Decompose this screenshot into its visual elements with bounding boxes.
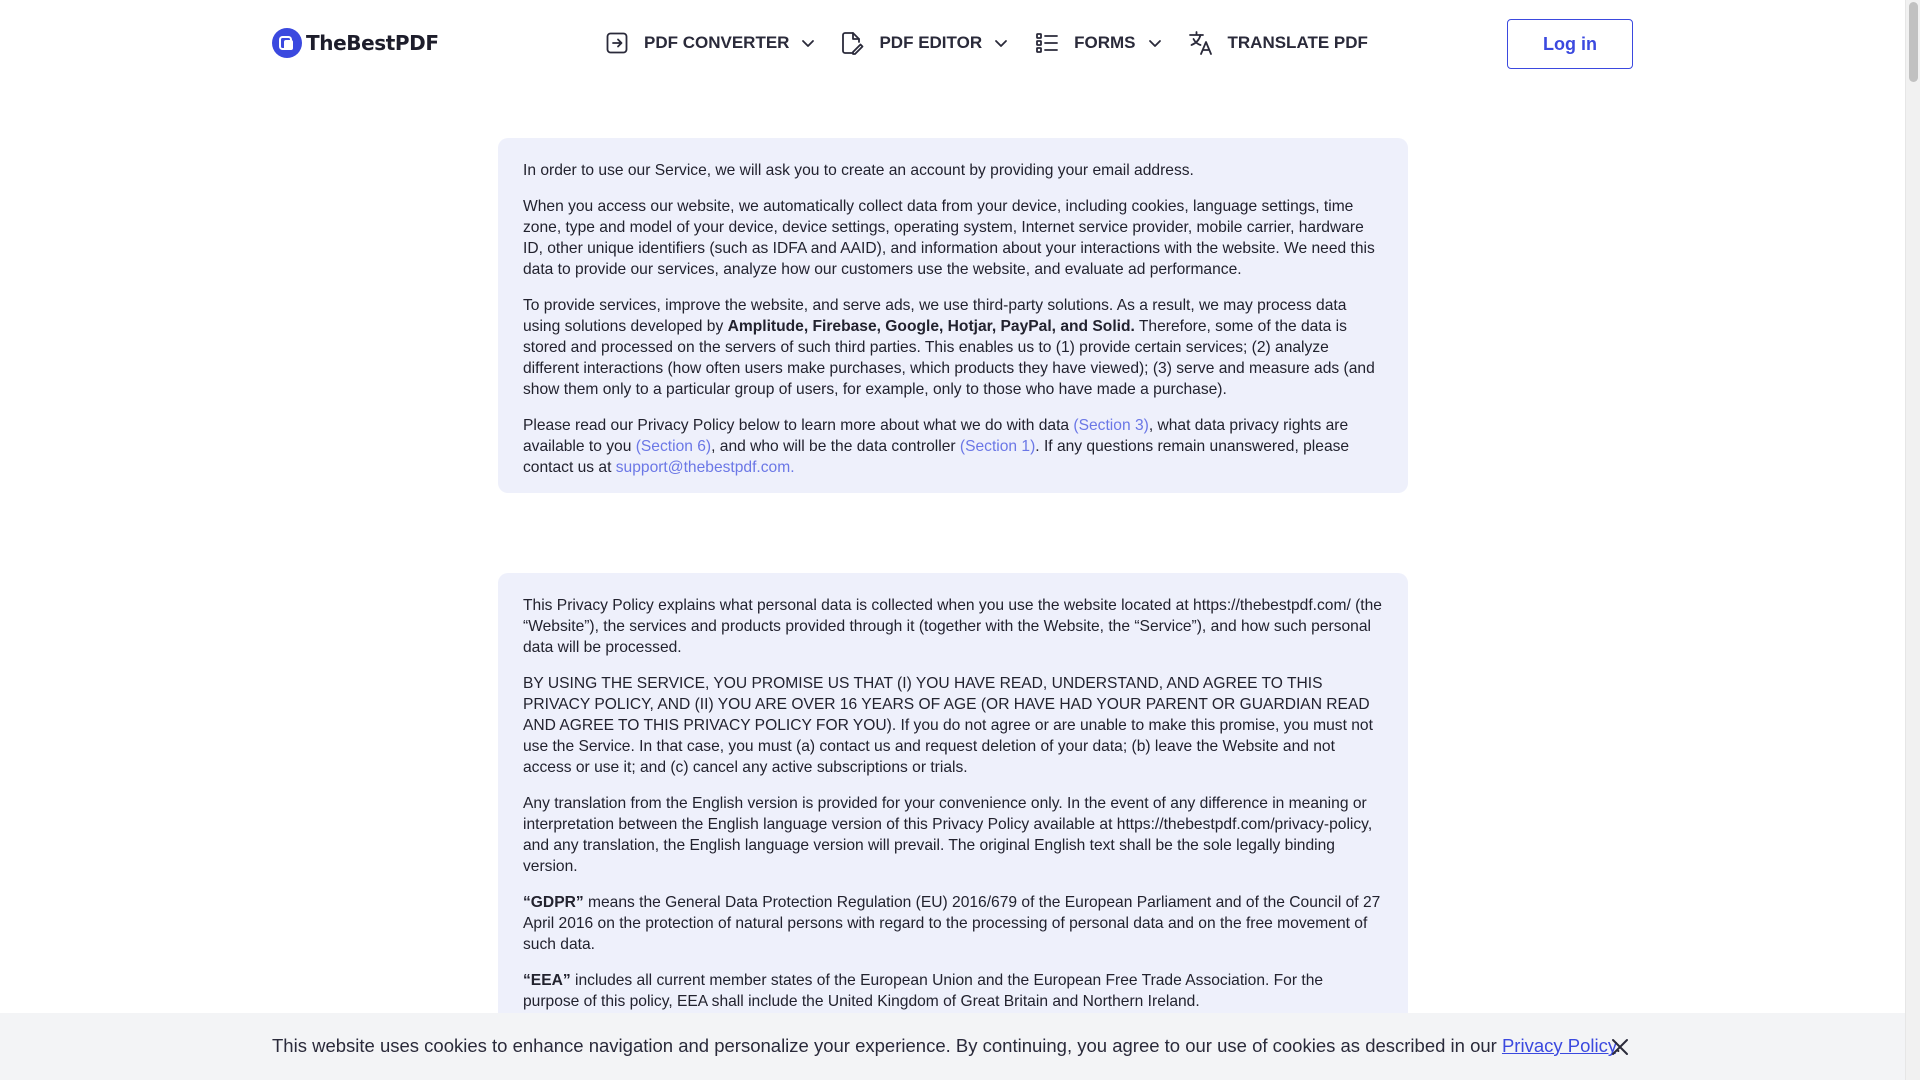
login-button[interactable]: Log in [1507,19,1633,69]
support-email-link[interactable]: support@thebestpdf.com. [615,459,795,476]
list-icon [1034,30,1060,56]
text: Please read our Privacy Policy below to learn more about what we do with data [523,417,1074,434]
text: . If any questions remain unanswered, please contact us at [523,438,1350,476]
intro-paragraph [523,295,1383,400]
definition: includes all current member states of the European Union and the European Free Trade Association. For the purpose of this policy, EEA shall include the United Kingdom of Great Britain and Northern Ireland. [523,972,1324,1010]
intro-card [498,138,1408,493]
file-export-icon [604,30,630,56]
nav-translate-pdf[interactable] [1188,30,1368,56]
term: “GDPR” [523,894,584,911]
eea-definition [523,970,1383,1012]
brand-logo[interactable] [272,28,439,58]
intro-paragraph: When you access our website, we automatically collect data from your device, including cookies, language settings, time zone, type and model of your device, device settings, operating system, Internet service provider, mobile carrier, hardware ID, other unique identifiers (such as IDFA and AAID), and information about your interactions with the website. We need this data to provide our services, analyze how our customers use the website, and evaluate ad performance. [523,198,1375,278]
site-header [0,0,1905,88]
nav-forms[interactable] [1034,30,1161,56]
logo-mark-icon [272,28,302,58]
intro-paragraph: In order to use our Service, we will ask you to create an account by providing your email address. [523,162,1194,179]
nav-forms-label: FORMS [1074,33,1136,52]
chevron-down-icon [1148,38,1162,48]
close-icon[interactable] [1609,1036,1631,1058]
main-nav [604,30,1368,56]
cookie-text-end: . [1615,1035,1621,1056]
cookie-message [272,1035,1621,1057]
section-1-link[interactable]: (Section 1) [959,438,1036,455]
policy-paragraph: BY USING THE SERVICE, YOU PROMISE US THAT (I) YOU HAVE READ, UNDERSTAND, AND AGREE TO THIS PRIVACY POLICY, AND (II) YOU ARE OVER 16 YEARS OF AGE (OR HAVE HAD YOUR PARENT OR GUARDIAN READ AND AGREE TO THIS PRIVACY POLICY FOR YOU). If you do not agree or are unable to make this promise, you must not use the Service. In that case, you must (a) contact us and request deletion of your data; (b) leave the Website and not access or use it; and (c) cancel any active subscriptions or trials. [523,675,1373,776]
section-6-link[interactable]: (Section 6) [635,438,712,455]
privacy-policy-link[interactable]: Privacy Policy [1501,1035,1616,1056]
nav-pdf-editor[interactable] [839,30,1008,56]
nav-pdf-converter[interactable] [604,30,815,56]
nav-pdf-converter-label: PDF CONVERTER [644,33,790,52]
chevron-down-icon [994,38,1008,48]
chevron-down-icon [801,38,815,48]
cookie-text: This website uses cookies to enhance navigation and personalize your experience. By continuing, you agree to our use of cookies as described in our [272,1035,1502,1056]
translate-icon [1188,30,1214,56]
policy-card [498,573,1408,1080]
nav-pdf-editor-label: PDF EDITOR [879,33,983,52]
definition: means the General Data Protection Regulation (EU) 2016/679 of the European Parliament and of the Council of 27 April 2016 on the protection of natural persons with regard to the processing of personal data and on the free movement of such data. [523,894,1381,953]
brand-name: TheBestPDF [306,31,439,55]
term: “EEA” [523,972,571,989]
text: To provide services, improve the website, and serve ads, we use third-party solutions. As a result, we may process data using solutions developed by [523,297,1347,335]
policy-paragraph: This Privacy Policy explains what personal data is collected when you use the website located at https://thebestpdf.com/ (the “Website”), the services and products provided through it (together with the Website, the “Service”), and how such personal data will be processed. [523,597,1382,656]
text: , and who will be the data controller [711,438,960,455]
page-scrollbar[interactable] [1905,0,1920,1080]
scrollbar-thumb[interactable] [1909,2,1918,82]
third-party-list: Amplitude, Firebase, Google, Hotjar, PayPal, and Solid. [727,318,1135,335]
gdpr-definition [523,892,1383,955]
intro-paragraph [523,415,1383,478]
file-edit-icon [839,30,865,56]
policy-paragraph: Any translation from the English version is provided for your convenience only. In the event of any difference in meaning or interpretation between the English language version of this Privacy Policy available at https://thebestpdf.com/privacy-policy, and any translation, the English language version will prevail. The original English text shall be the sole legally binding version. [523,795,1373,875]
section-3-link[interactable]: (Section 3) [1073,417,1149,434]
text: , what data privacy rights are available to you [523,417,1349,455]
nav-translate-pdf-label: TRANSLATE PDF [1227,33,1368,52]
text: Therefore, some of the data is stored and processed on the servers of such third parties. This enables us to (1) provide certain services; (2) analyze different interactions (how often users make purchases, which products they have viewed); (3) serve and measure ads (and show them only to a particular group of users, for example, only to those who have made a purchase). [523,318,1375,398]
